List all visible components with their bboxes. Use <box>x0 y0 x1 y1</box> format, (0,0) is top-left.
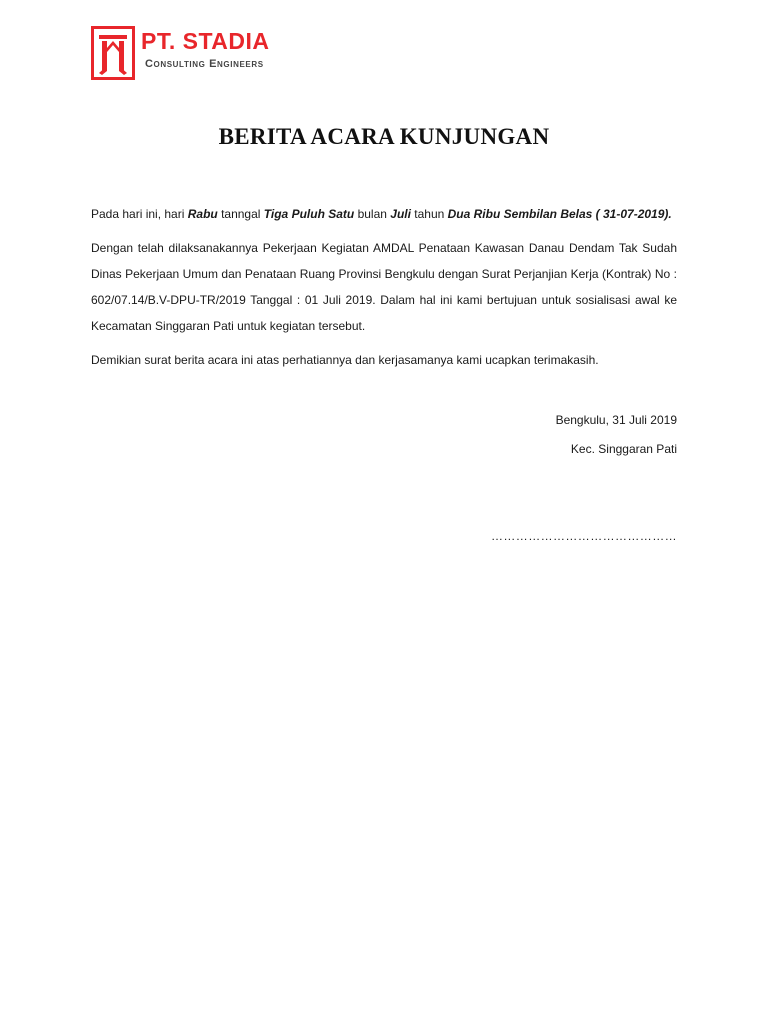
month-name: Juli <box>390 207 411 221</box>
stadia-logo-icon <box>91 26 135 80</box>
date-in-words: Tiga Puluh Satu <box>263 207 355 221</box>
company-name: PT. STADIA <box>141 28 270 54</box>
opening-text-2: tanngal <box>217 207 264 221</box>
place-and-date: Bengkulu, 31 Juli 2019 <box>555 413 677 427</box>
company-subtitle: Consulting Engineers <box>145 58 264 70</box>
opening-text-1: Pada hari ini, hari <box>91 207 188 221</box>
paragraph-opening <box>91 201 677 227</box>
document-title: BERITA ACARA KUNJUNGAN <box>218 124 550 149</box>
opening-text-3: bulan <box>354 207 391 221</box>
year-in-words: Dua Ribu Sembilan Belas ( 31-07-2019) <box>447 207 669 221</box>
letterhead <box>91 24 331 82</box>
day-name: Rabu <box>187 207 218 221</box>
paragraph-body: Dengan telah dilaksanakannya Pekerjaan Kegiatan AMDAL Penataan Kawasan Danau Dendam Tak Sudah Dinas Pekerjaan Umum dan Penataan Ruang Provinsi Bengkulu dengan Surat Perjanjian Kerja (Kontrak) No : 602/07.14/B.V-DPU-TR/2019 Tanggal : 01 Juli 2019. Dalam hal ini kami bertujuan untuk sosialisasi awal ke Kecamatan Singgaran Pati untuk kegiatan tersebut. <box>91 241 677 333</box>
issuing-office: Kec. Singgaran Pati <box>570 442 677 456</box>
paragraph-closing: Demikian surat berita acara ini atas perhatiannya dan kerjasamanya kami ucapkan terimakasih. <box>91 353 599 367</box>
opening-period: . <box>668 207 672 221</box>
signature-line: ……………………………………… <box>491 529 677 543</box>
opening-text-4: tahun <box>410 207 448 221</box>
